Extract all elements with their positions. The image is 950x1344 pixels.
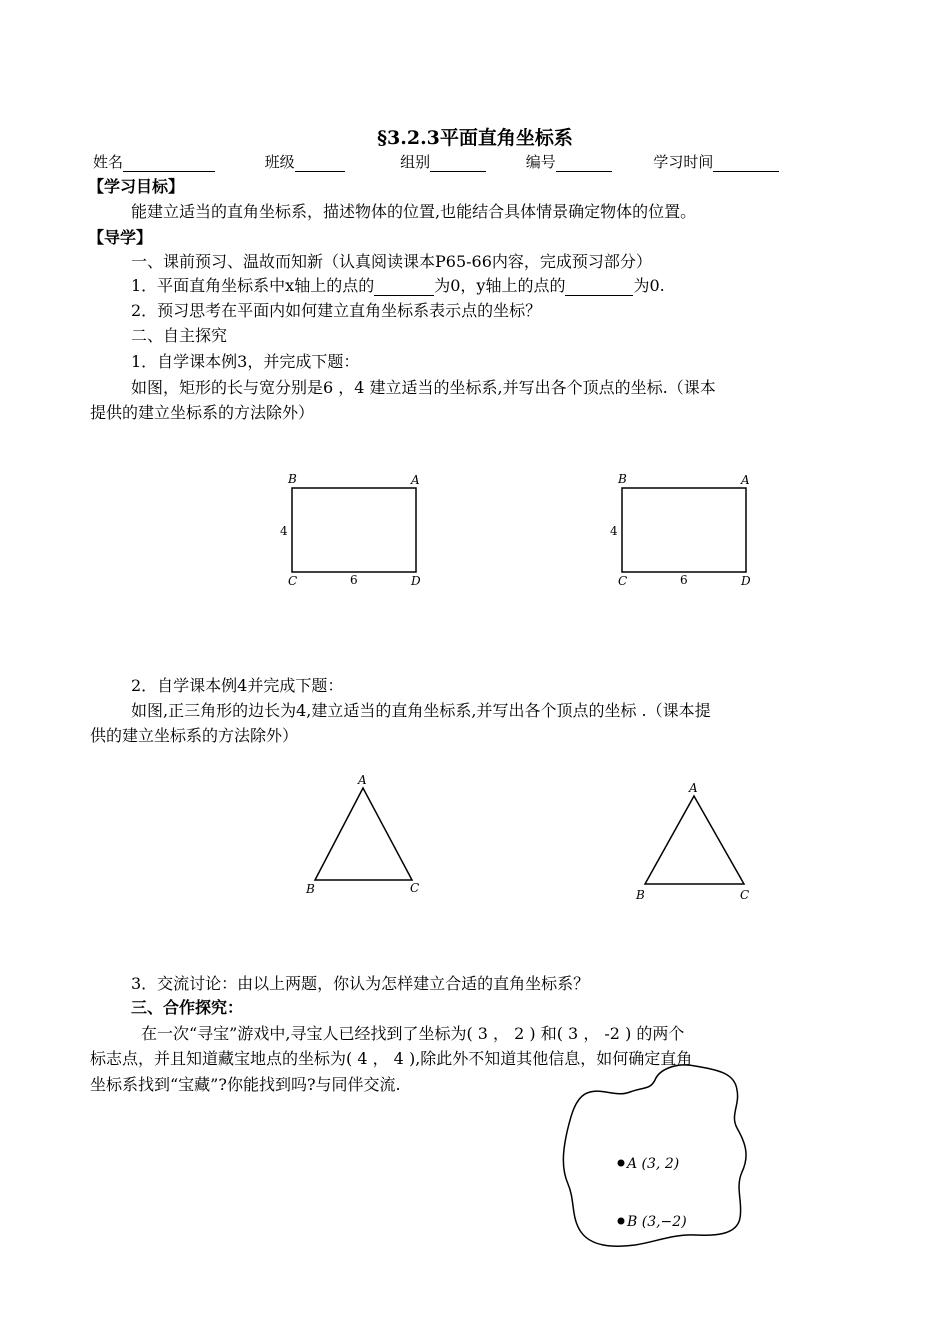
treasure-map-figure [555,1060,765,1255]
vertex-label-A: A [411,473,420,487]
example2-line2: 供的建立坐标系的方法除外） [90,726,299,745]
vertex-label-D: D [741,574,751,588]
name-blank[interactable] [123,155,215,172]
triangle-figure-left [300,770,430,900]
time-blank[interactable] [713,155,779,172]
number-label: 编号 [525,153,556,171]
info-fields-row [93,152,779,172]
q1-part-a: 1．平面直角坐标系中x轴上的点的 [131,276,375,295]
height-label: 4 [280,524,288,538]
class-blank[interactable] [295,155,345,172]
vertex-label-B: B [636,888,645,902]
example1-line1: 如图，矩形的长与宽分别是6 ，4 建立适当的坐标系,并写出各个顶点的坐标.（课本 [131,378,716,397]
point-A-dot [618,1160,625,1167]
rectangle-shape [292,488,416,572]
vertex-label-B: B [306,882,315,896]
vertex-label-C: C [740,888,750,902]
example2-line1: 如图,正三角形的边长为4,建立适当的直角坐标系,并写出各个顶点的坐标 .（课本提 [131,701,711,720]
height-label: 4 [610,524,618,538]
part1-heading: 一、课前预习、温故而知新（认真阅读课本P65-66内容，完成预习部分） [131,252,652,271]
time-label: 学习时间 [653,153,714,171]
example2-title: 2．自学课本例4并完成下题： [131,676,344,695]
width-label: 6 [350,573,358,587]
q1-part-b: 为0，y轴上的点的 [434,276,566,295]
part2-heading: 二、自主探究 [131,326,228,345]
question-1 [131,276,665,296]
rectangle-figure-right [608,470,758,590]
class-label: 班级 [264,153,295,171]
objectives-heading: 【学习目标】 [88,177,185,196]
triangle-shape [645,796,744,884]
coop-line3: 坐标系找到“宝藏”?你能找到吗?与同伴交流. [90,1075,401,1094]
objectives-text: 能建立适当的直角坐标系，描述物体的位置,也能结合具体情景确定物体的位置。 [131,202,697,221]
q1-blank-2[interactable] [565,280,633,296]
vertex-label-A: A [689,781,698,795]
vertex-label-C: C [288,574,298,588]
number-blank[interactable] [556,155,612,172]
point-A-label: A (3, 2) [627,1156,680,1172]
q1-part-c: 为0. [633,276,665,295]
coop-line1: 在一次“寻宝”游戏中,寻宝人已经找到了坐标为( 3 ， 2 ) 和( 3 ， -2 ) 的两个 [141,1024,685,1043]
vertex-label-B: B [288,472,297,486]
vertex-label-C: C [618,574,628,588]
name-label: 姓名 [93,153,124,171]
part3-heading: 三、合作探究： [131,998,244,1017]
rectangle-figure-left [278,470,428,590]
question-3: 3．交流讨论：由以上两题，你认为怎样建立合适的直角坐标系？ [131,974,590,993]
q1-blank-1[interactable] [374,280,434,296]
vertex-label-A: A [358,773,367,787]
group-blank[interactable] [430,155,486,172]
guide-heading: 【导学】 [88,228,153,247]
group-label: 组别 [400,153,431,171]
triangle-figure-right [630,778,760,908]
vertex-label-C: C [410,881,420,895]
rectangle-shape [622,488,746,572]
triangle-shape [315,788,412,880]
vertex-label-A: A [741,473,750,487]
point-B-label: B (3,−2) [627,1214,687,1230]
width-label: 6 [680,573,688,587]
point-B-dot [618,1218,625,1225]
coop-line2: 标志点，并且知道藏宝地点的坐标为( 4 ， 4 ),除此外不知道其他信息，如何确定直角 [90,1049,693,1068]
page-title: §3.2.3平面直角坐标系 [377,127,573,149]
vertex-label-D: D [411,574,421,588]
vertex-label-B: B [618,472,627,486]
question-2: 2．预习思考在平面内如何建立直角坐标系表示点的坐标？ [131,301,542,320]
example1-line2: 提供的建立坐标系的方法除外） [90,403,315,422]
example1-title: 1．自学课本例3，并完成下题： [131,352,360,371]
